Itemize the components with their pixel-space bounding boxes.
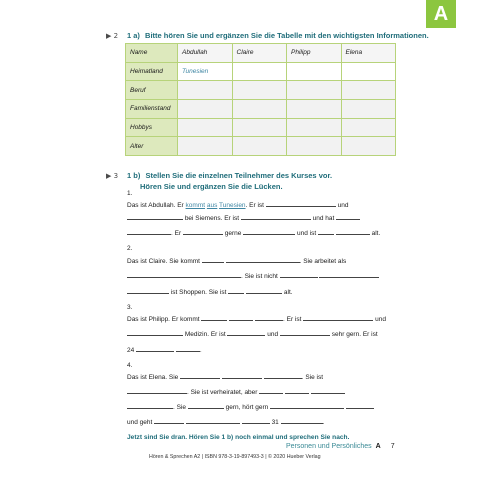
text-line (127, 328, 378, 340)
text-fragment: Das ist Abdullah. Er (127, 202, 184, 209)
blank-field[interactable] (127, 227, 171, 235)
table-cell[interactable] (341, 137, 396, 156)
text-fragment: . Sie ist nicht (241, 273, 278, 280)
audio-track-marker (106, 32, 118, 40)
text-fragment: . (322, 419, 325, 426)
text-line (127, 255, 346, 267)
text-fragment: alt. (283, 289, 293, 296)
task-label: 1 b) (127, 171, 141, 180)
task-instruction: Stellen Sie die einzelnen Teilnehmer des Kurses vor. (145, 171, 333, 180)
blank-field[interactable] (186, 416, 240, 424)
text-fragment: 31 (271, 419, 279, 426)
table-cell[interactable] (232, 118, 287, 137)
blank-field[interactable] (180, 371, 220, 379)
table-header-cell: Claire (232, 44, 287, 63)
text-fragment: gern, hört gern (225, 404, 269, 411)
table-cell[interactable] (341, 118, 396, 137)
text-line (127, 344, 202, 356)
blank-field[interactable] (303, 313, 373, 321)
table-header-cell: Philipp (287, 44, 342, 63)
text-fragment: . Sie ist (301, 374, 324, 381)
final-instruction: Jetzt sind Sie dran. Hören Sie 1 b) noch einmal und sprechen Sie nach. (127, 434, 350, 441)
table-cell[interactable] (232, 99, 287, 118)
blank-field[interactable] (183, 227, 223, 235)
text-fragment: . (199, 347, 202, 354)
blank-field[interactable] (319, 270, 379, 278)
text-fragment: . Sie ist verheiratet, aber (187, 389, 258, 396)
text-line (127, 270, 379, 282)
text-line (127, 371, 323, 383)
play-icon: ▶ (106, 32, 112, 40)
blank-field[interactable] (176, 344, 200, 352)
blank-field[interactable] (243, 227, 295, 235)
table-row (126, 137, 396, 156)
filled-answer: Tunesien (219, 202, 246, 209)
task-1a-title (127, 30, 429, 41)
row-label: Alter (126, 137, 178, 156)
blank-field[interactable] (336, 212, 360, 220)
blank-field[interactable] (266, 199, 336, 207)
table-cell[interactable] (287, 62, 342, 81)
table-cell[interactable] (287, 99, 342, 118)
blank-field[interactable] (241, 212, 311, 220)
text-fragment: . Sie (173, 404, 187, 411)
text-fragment: . Er ist (245, 202, 264, 209)
table-cell[interactable] (178, 81, 233, 100)
text-fragment: sehr gern. Er ist (331, 331, 378, 338)
task-1b-title (127, 170, 332, 192)
table-cell[interactable] (341, 99, 396, 118)
track-number: 2 (113, 32, 119, 40)
blank-field[interactable] (255, 313, 283, 321)
table-row (126, 99, 396, 118)
blank-field[interactable] (270, 401, 344, 409)
table-cell[interactable] (232, 81, 287, 100)
table-header-row (126, 44, 396, 63)
text-fragment: gerne (224, 230, 242, 237)
text-fragment: alt. (371, 230, 381, 237)
table-cell[interactable]: Tunesien (178, 62, 233, 81)
text-fragment: . Er ist (283, 316, 302, 323)
audio-track-marker (106, 172, 118, 180)
text-fragment: 24 (127, 347, 135, 354)
blank-field[interactable] (226, 255, 300, 263)
text-fragment: und (337, 202, 349, 209)
table-cell[interactable] (178, 137, 233, 156)
row-label: Hobbys (126, 118, 178, 137)
table-row (126, 62, 396, 81)
table-cell[interactable] (341, 62, 396, 81)
text-line (127, 416, 324, 428)
page-number: 7 (390, 443, 395, 450)
text-line (127, 401, 374, 413)
text-line (127, 212, 360, 224)
blank-field[interactable] (127, 328, 183, 336)
text-line (127, 199, 348, 211)
table-header-cell: Name (126, 44, 178, 63)
imprint: Hören & Sprechen A2 | ISBN 978-3-19-897493-3 | © 2020 Hueber Verlag (149, 454, 321, 460)
filled-answer: aus (206, 202, 218, 209)
row-label: Beruf (126, 81, 178, 100)
task-label: 1 a) (127, 31, 140, 40)
blank-field[interactable] (346, 401, 374, 409)
table-cell[interactable] (287, 137, 342, 156)
text-fragment: und geht (127, 419, 153, 426)
filled-answer: kommt (185, 202, 206, 209)
text-fragment: Medizin. Er ist (184, 331, 226, 338)
play-icon: ▶ (106, 172, 112, 180)
text-fragment: und hat (312, 215, 335, 222)
task-instruction: Hören Sie und ergänzen Sie die Lücken. (140, 182, 283, 191)
blank-field[interactable] (246, 286, 282, 294)
row-label: Familienstand (126, 99, 178, 118)
blank-field[interactable] (127, 401, 173, 409)
track-number: 3 (113, 172, 119, 180)
table-cell[interactable] (178, 99, 233, 118)
info-table (125, 43, 396, 156)
text-fragment: . Sie arbeitet als (299, 258, 347, 265)
table-cell[interactable] (287, 81, 342, 100)
item-number: 3. (127, 304, 133, 311)
blank-field[interactable] (280, 270, 318, 278)
text-fragment: bei Siemens. Er ist (184, 215, 239, 222)
item-number: 2. (127, 245, 133, 252)
blank-field[interactable] (285, 386, 309, 394)
blank-field[interactable] (127, 386, 187, 394)
blank-field[interactable] (228, 286, 244, 294)
item-number: 4. (127, 362, 133, 369)
section-title: Personen und Persönliches (286, 443, 372, 450)
text-fragment: . Er (171, 230, 182, 237)
blank-field[interactable] (229, 313, 253, 321)
blank-field[interactable] (264, 371, 302, 379)
blank-field[interactable] (336, 227, 370, 235)
blank-field[interactable] (222, 371, 262, 379)
table-cell[interactable] (232, 137, 287, 156)
blank-field[interactable] (281, 416, 323, 424)
blank-field[interactable] (154, 416, 184, 424)
blank-field[interactable] (127, 286, 169, 294)
text-fragment: Das ist Elena. Sie (127, 374, 179, 381)
table-header-cell: Abdullah (178, 44, 233, 63)
blank-field[interactable] (201, 313, 227, 321)
table-header-cell: Elena (341, 44, 396, 63)
blank-field[interactable] (127, 212, 183, 220)
blank-field[interactable] (127, 270, 241, 278)
table-row (126, 81, 396, 100)
text-fragment: und ist (297, 230, 317, 237)
table-cell[interactable] (341, 81, 396, 100)
blank-field[interactable] (202, 255, 224, 263)
table-row (126, 118, 396, 137)
text-fragment: und (267, 331, 279, 338)
item-number: 1. (127, 190, 133, 197)
blank-field[interactable] (242, 416, 270, 424)
page-footer-section (286, 443, 395, 450)
text-line (127, 386, 345, 398)
text-line (127, 313, 386, 325)
text-fragment: und (375, 316, 386, 323)
blank-field[interactable] (311, 386, 345, 394)
section-letter: A (375, 443, 381, 450)
table-cell[interactable] (287, 118, 342, 137)
row-label: Heimatland (126, 62, 178, 81)
blank-field[interactable] (136, 344, 174, 352)
text-fragment: Das ist Philipp. Er kommt (127, 316, 200, 323)
blank-field[interactable] (318, 227, 334, 235)
blank-field[interactable] (259, 386, 283, 394)
blank-field[interactable] (280, 328, 330, 336)
blank-field[interactable] (188, 401, 224, 409)
text-line (127, 227, 380, 239)
task-instruction: Bitte hören Sie und ergänzen Sie die Tabelle mit den wichtigsten Informationen. (145, 31, 429, 40)
text-line (127, 286, 293, 298)
text-fragment: Das ist Claire. Sie kommt (127, 258, 200, 265)
table-cell[interactable] (178, 118, 233, 137)
text-fragment: ist Shoppen. Sie ist (170, 289, 227, 296)
table-cell[interactable] (232, 62, 287, 81)
section-badge: A (426, 0, 456, 28)
blank-field[interactable] (227, 328, 265, 336)
